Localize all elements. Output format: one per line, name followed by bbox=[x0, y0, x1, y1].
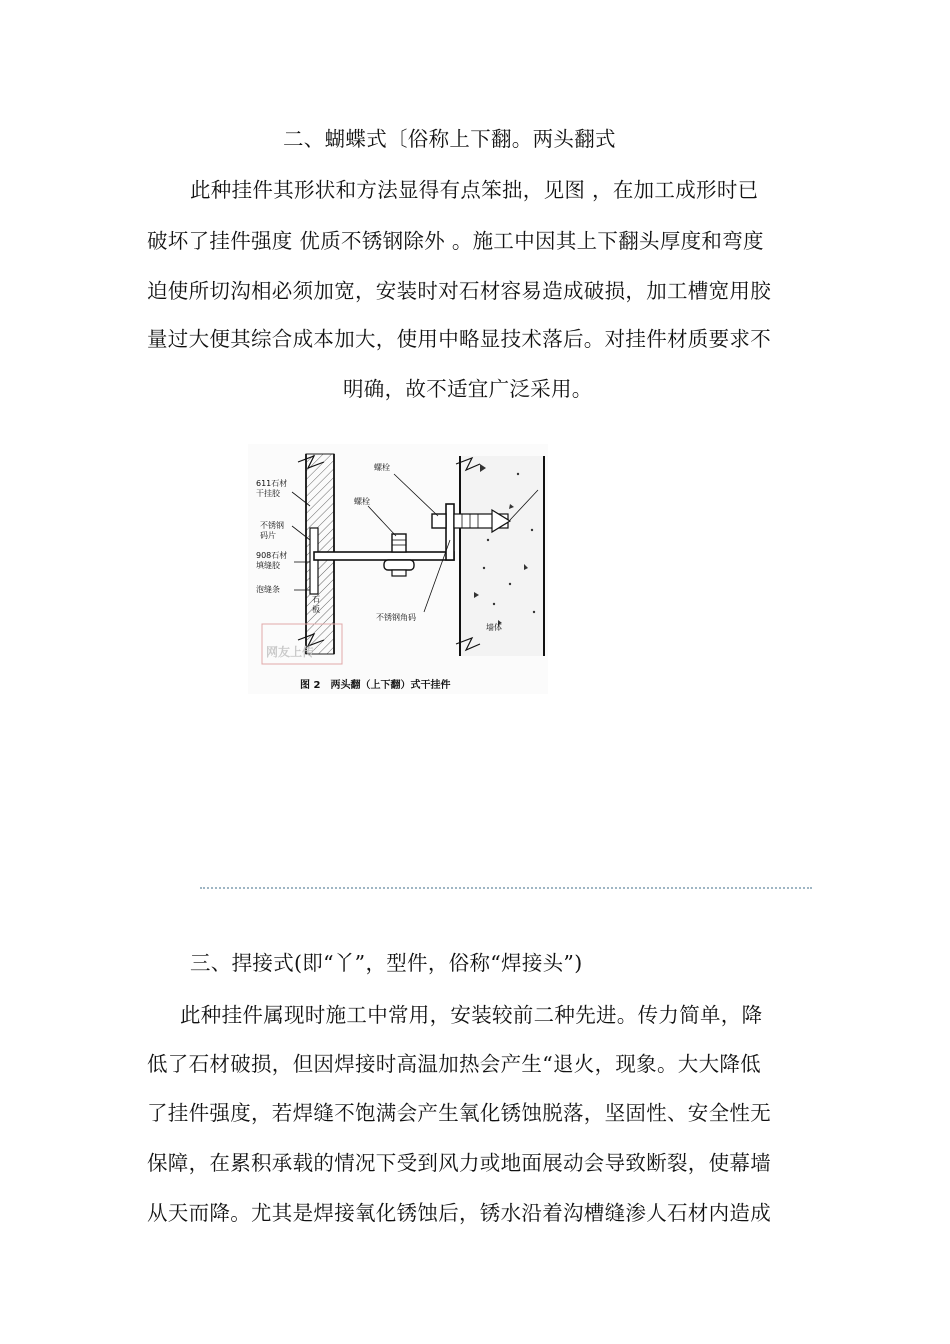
label-angle-code: 不锈钢角码 bbox=[376, 613, 416, 622]
svg-text:611石材 bbox=[256, 478, 287, 488]
section3-heading: 三、捍接式(即“丫”，型件，俗称“焊接头”) bbox=[190, 951, 583, 975]
section2-line-4: 量过大便其综合成本加大，使用中略显技术落后。对挂件材质要求不 bbox=[147, 327, 771, 351]
label-bolt-left: 螺栓 bbox=[354, 497, 370, 506]
label-glue-611: 611石材 bbox=[256, 479, 288, 488]
section3-line-4: 保障，在累积承载的情况下受到风力或地面展动会导致断裂，使幕墙 bbox=[147, 1151, 771, 1175]
section2-line-2: 破坏了挂件强度 优质不锈钢除外 。施工中因其上下翻头厚度和弯度 bbox=[147, 229, 764, 253]
section2-line-5: 明确，故不适宜广泛采用。 bbox=[343, 377, 593, 401]
svg-text:板 bbox=[312, 604, 320, 614]
svg-text:螺栓 bbox=[354, 496, 370, 506]
label-glue-611-b: 干挂胶 bbox=[256, 489, 280, 498]
svg-text:不锈钢 bbox=[260, 520, 284, 530]
section3-line-1: 此种挂件属现时施工中常用，安装较前二种先进。传力简单，降 bbox=[180, 1003, 763, 1027]
label-steel-plate-b: 码片 bbox=[260, 531, 276, 540]
label-steel-plate: 不锈钢 bbox=[260, 521, 284, 530]
svg-text:码片 bbox=[260, 530, 276, 540]
svg-text:908石材 bbox=[256, 550, 287, 560]
section2-line-3: 迫使所切沟相必须加宽，安装时对石材容易造成破损，加工槽宽用胶 bbox=[147, 279, 771, 303]
svg-text:螺栓 bbox=[374, 462, 390, 472]
bracket-diagram bbox=[248, 444, 548, 694]
label-sealant-908: 908石材 bbox=[256, 551, 288, 560]
label-stone: 石 bbox=[312, 595, 320, 604]
svg-text:干挂胶 bbox=[256, 488, 281, 498]
label-bolt-top: 螺栓 bbox=[374, 463, 390, 472]
figure-caption: 图 2 两头翻（上下翻）式干挂件 bbox=[300, 680, 451, 691]
svg-text:石 bbox=[312, 595, 320, 604]
label-sealant-908-b: 填缝胶 bbox=[256, 561, 280, 570]
section-divider bbox=[200, 887, 812, 889]
svg-text:不锈钢角码 bbox=[376, 612, 416, 622]
label-foam-strip: 泡缝条 bbox=[256, 585, 280, 594]
svg-text:泡缝条 bbox=[256, 584, 280, 594]
svg-text:墙体 bbox=[486, 622, 502, 632]
section2-line-1: 此种挂件其形状和方法显得有点笨拙，见图 ，在加工成形时已 bbox=[190, 178, 759, 202]
watermark-text: 网友上传 bbox=[266, 645, 315, 659]
label-wall: 墙体 bbox=[486, 623, 502, 632]
label-stone-b: 板 bbox=[312, 605, 320, 614]
section3-line-3: 了挂件强度，若焊缝不饱满会产生氧化锈蚀脱落，坚固性、安全性无 bbox=[147, 1101, 771, 1125]
svg-text:填缝胶 bbox=[256, 560, 281, 570]
section2-heading: 二、蝴蝶式〔俗称上下翻。两头翻式 bbox=[283, 127, 616, 151]
section3-line-2: 低了石材破损，但因焊接时高温加热会产生“退火，现象。大大降低 bbox=[147, 1052, 761, 1076]
section3-line-5: 从天而降。尤其是焊接氧化锈蚀后，锈水沿着沟槽缝渗人石材内造成 bbox=[147, 1201, 771, 1225]
